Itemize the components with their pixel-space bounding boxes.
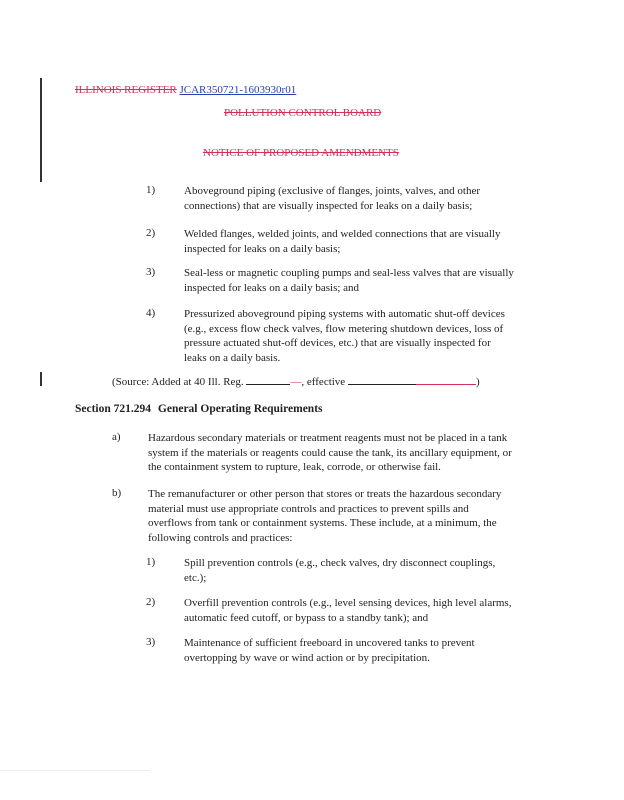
text-line: Seal-less or magnetic coupling pumps and seal-less valves that are visually <box>184 267 514 279</box>
register-inserted-text: JCAR350721-1603930r01 <box>179 84 297 96</box>
para-a-text <box>148 431 512 475</box>
text-line: the containment system to rupture, leak, corrode, or otherwise fail. <box>148 461 441 473</box>
text-line: Pressurized aboveground piping systems with automatic shut-off devices <box>184 308 505 320</box>
list-item-text <box>184 307 505 365</box>
list-item-text <box>184 266 514 295</box>
text-line: connections) that are visually inspected for leaks on a daily basis; <box>184 199 473 212</box>
register-struck-text: ILLINOIS REGISTER <box>75 84 177 96</box>
list-item-text <box>184 556 495 585</box>
section-title: General Operating Requirements <box>157 403 323 415</box>
text-line: material must use appropriate controls and practices to prevent spills and <box>148 502 469 515</box>
source-prefix: (Source: Added at 40 Ill. Reg. <box>112 376 244 388</box>
text-line: overtopping by wave or wind action or by precipitation. <box>184 651 430 664</box>
list-item-number: 1) <box>146 556 156 568</box>
text-line: (e.g., excess flow check valves, flow metering shutdown devices, loss of <box>184 322 504 335</box>
source-suffix: ) <box>475 376 480 388</box>
text-line: etc.); <box>184 571 207 584</box>
list-item-number: 2) <box>146 227 156 239</box>
section-number: Section 721.294 <box>75 403 152 415</box>
text-line: following controls and practices: <box>148 531 293 544</box>
effective-blank <box>348 375 416 385</box>
list-item-text <box>184 636 475 665</box>
list-item-text <box>184 227 501 256</box>
list-item-number: 3) <box>146 266 156 278</box>
text-line: pressure actuated shut-off devices, etc.) that are visually inspected for <box>184 337 491 349</box>
text-line: inspected for leaks on a daily basis; and <box>184 281 360 294</box>
text-line: Maintenance of sufficient freeboard in uncovered tanks to prevent <box>184 637 475 649</box>
text-line: Hazardous secondary materials or treatment reagents must not be placed in a tank <box>148 432 508 444</box>
list-item-number: 4) <box>146 307 156 319</box>
text-line: Spill prevention controls (e.g., check valves, dry disconnect couplings, <box>184 557 496 569</box>
para-b-label: b) <box>112 487 122 499</box>
list-item-text <box>184 184 480 213</box>
text-line: automatic feed cutoff, or bypass to a standby tank); and <box>184 611 429 624</box>
register-blank <box>246 375 290 385</box>
list-item-text <box>184 596 511 625</box>
text-line: leaks on a daily basis. <box>184 351 281 364</box>
source-effective: , effective <box>301 376 346 388</box>
text-line: system if the materials or reagents could cause the tank, its ancillary equipment, or <box>148 446 512 459</box>
para-a-label: a) <box>112 431 121 443</box>
text-line: The remanufacturer or other person that stores or treats the hazardous secondary <box>148 488 502 500</box>
list-item-number: 1) <box>146 184 156 196</box>
footer-rule <box>0 770 150 771</box>
change-bar-source <box>40 372 42 386</box>
notice-title: NOTICE OF PROPOSED AMENDMENTS <box>203 147 399 159</box>
effective-blank-inserted <box>416 375 476 385</box>
register-header <box>75 84 296 96</box>
section-heading <box>75 403 323 415</box>
para-b-text <box>148 487 501 545</box>
list-item-number: 2) <box>146 596 156 608</box>
text-line: Welded flanges, welded joints, and welded connections that are visually <box>184 228 501 240</box>
change-bar-top <box>40 78 42 182</box>
source-dash: — <box>290 376 302 388</box>
board-title: POLLUTION CONTROL BOARD <box>224 107 382 119</box>
text-line: Overfill prevention controls (e.g., level sensing devices, high level alarms, <box>184 597 512 609</box>
text-line: overflows from tank or containment systems. These include, at a minimum, the <box>148 517 497 529</box>
text-line: Aboveground piping (exclusive of flanges, joints, valves, and other <box>184 185 481 197</box>
text-line: inspected for leaks on a daily basis; <box>184 242 341 255</box>
source-note <box>112 375 480 388</box>
list-item-number: 3) <box>146 636 156 648</box>
